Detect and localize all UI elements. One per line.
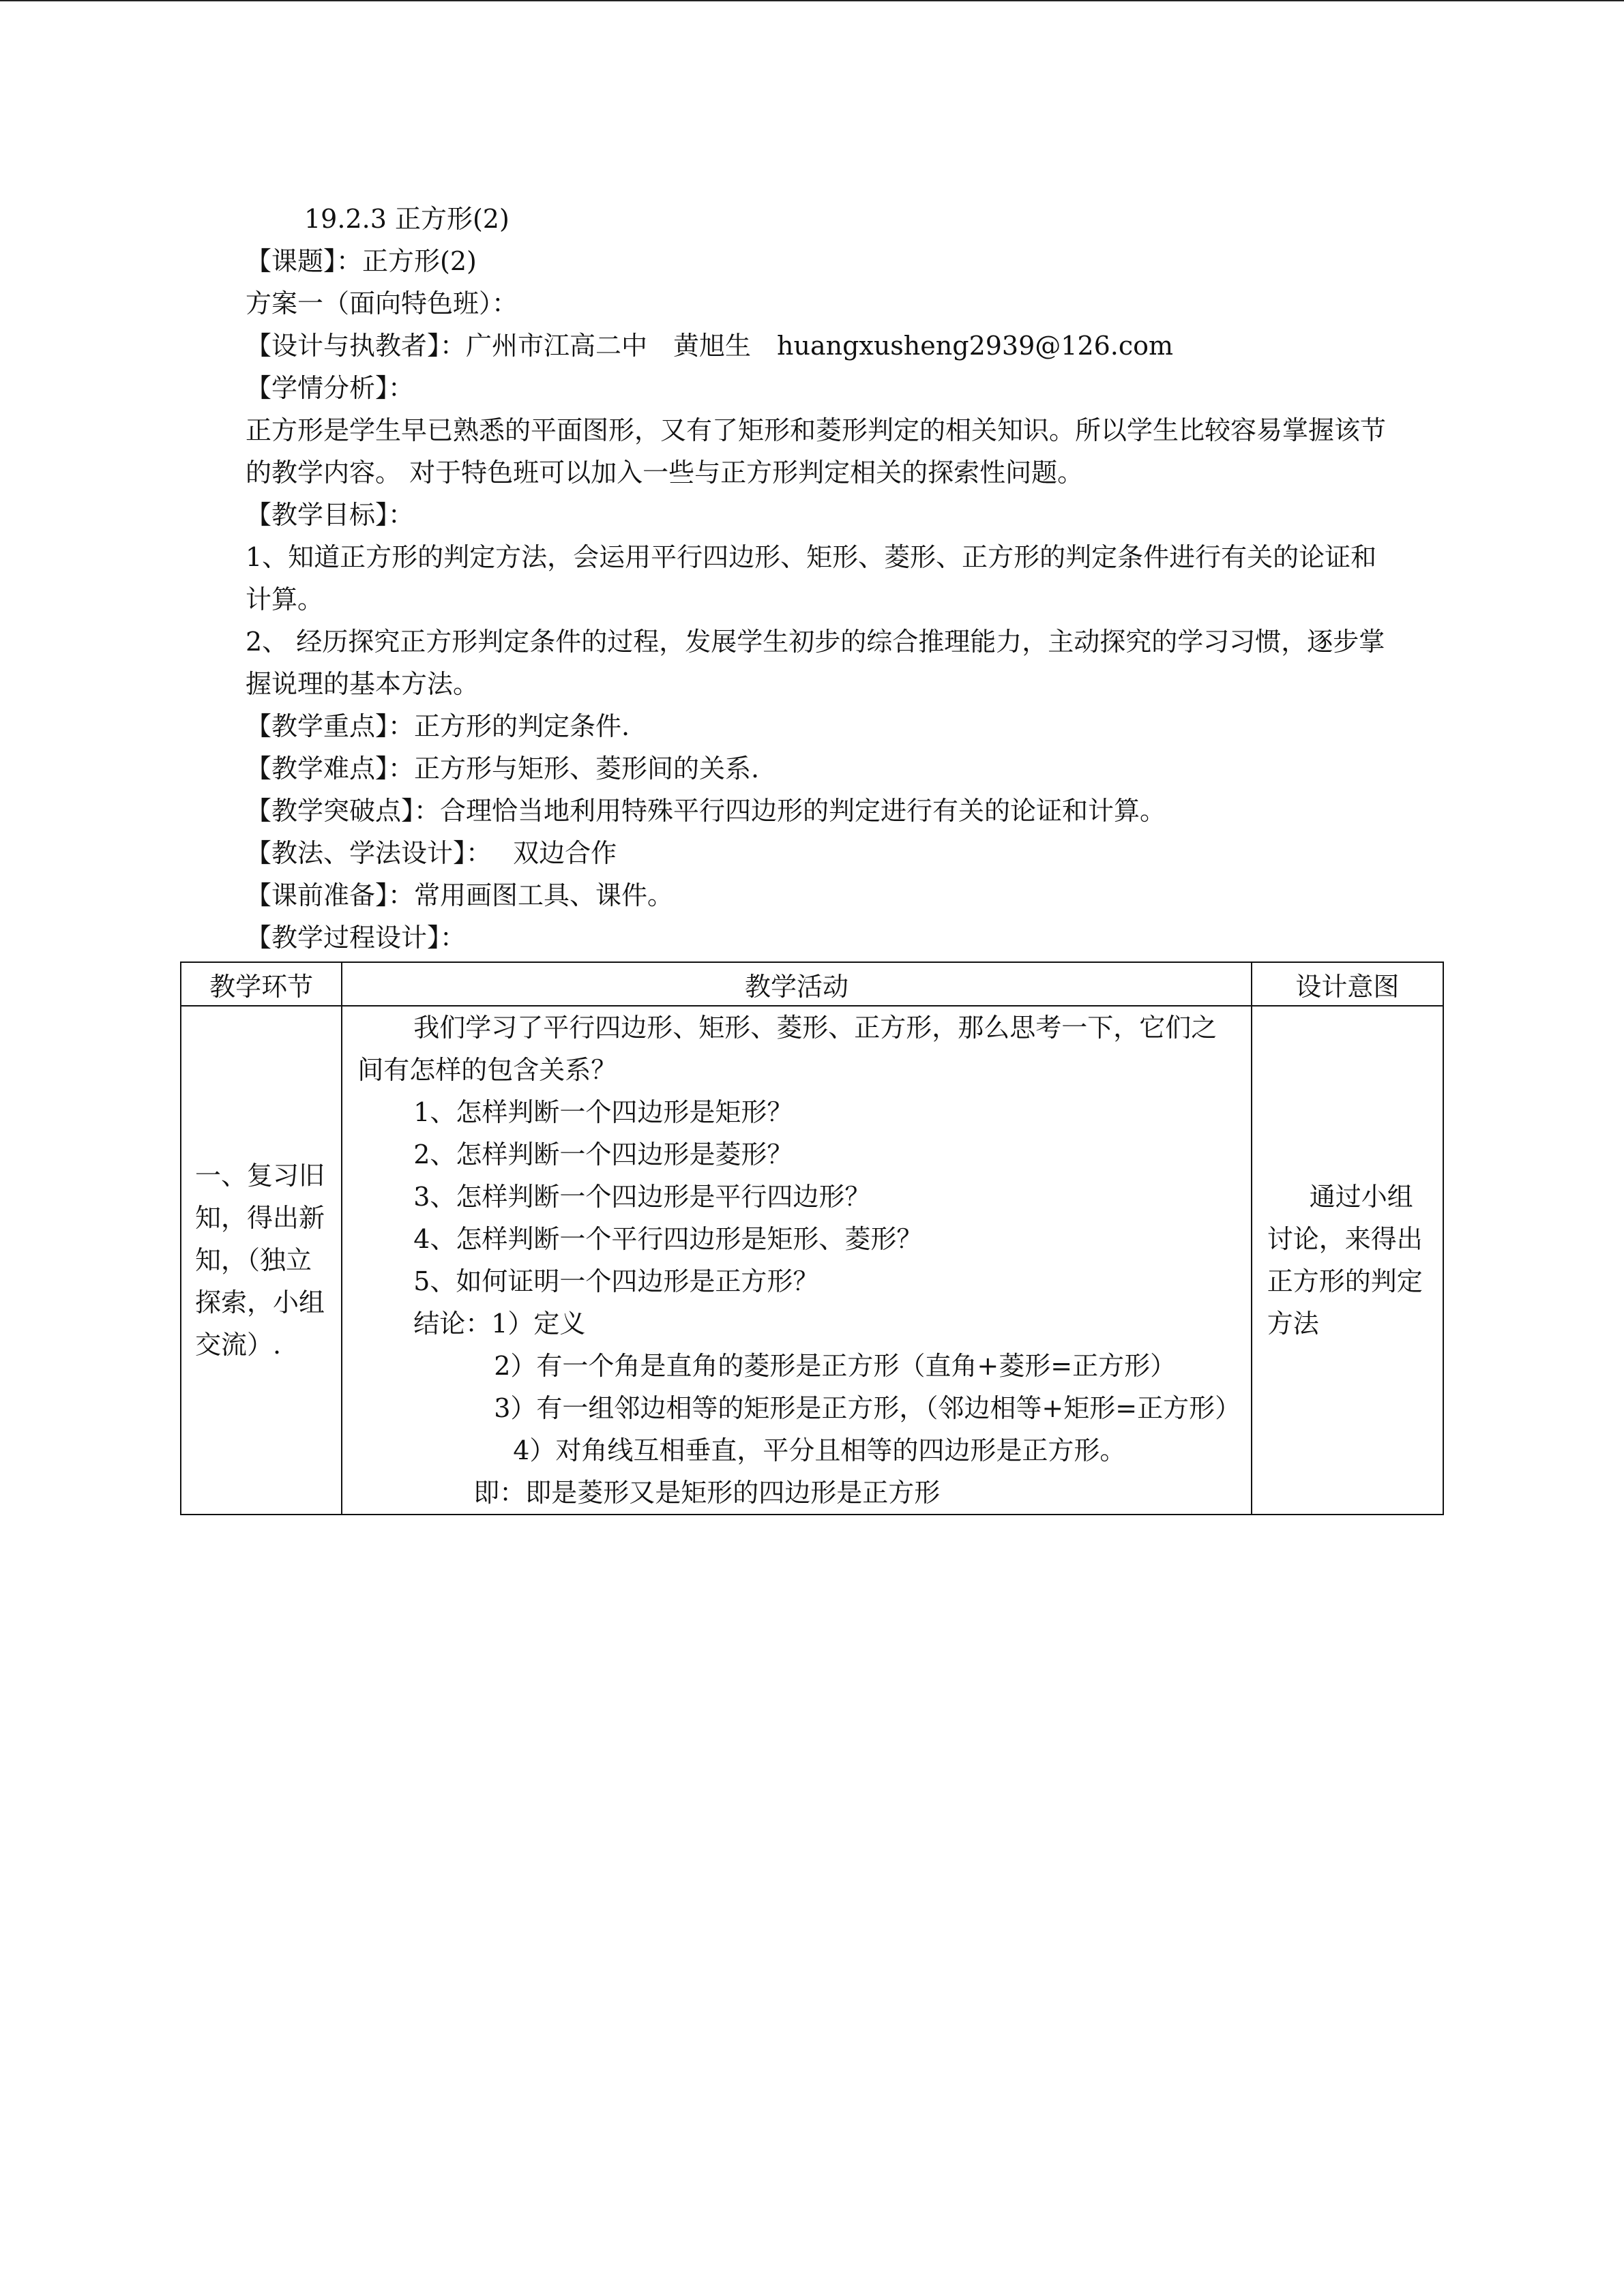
stage-cell: 一、复习旧知，得出新知，（独立探索，小组交流）. bbox=[181, 1006, 342, 1515]
conclusion-1: 结论：1）定义 bbox=[413, 1309, 586, 1339]
designer-line: 【设计与执教者】：广州市江高二中 黄旭生 huangxusheng2939@126.com bbox=[246, 331, 1174, 361]
activity-question-1: 1、怎样判断一个四边形是矩形？ bbox=[413, 1097, 793, 1127]
goals-heading: 【教学目标】： bbox=[246, 500, 415, 530]
activity-summary: 即：即是菱形又是矩形的四边形是正方形 bbox=[473, 1478, 941, 1508]
activity-cell bbox=[342, 1006, 1251, 1515]
conclusion-4: 4）对角线互相垂直，平分且相等的四边形是正方形。 bbox=[513, 1435, 1126, 1465]
document-body bbox=[246, 198, 1391, 959]
difficulty-line: 【教学难点】：正方形与矩形、菱形间的关系. bbox=[246, 754, 760, 784]
intent-cell bbox=[1252, 1006, 1443, 1515]
table-row bbox=[181, 1006, 1443, 1515]
method-line: 【教法、学法设计】： 双边合作 bbox=[246, 838, 617, 868]
lesson-process-table bbox=[180, 961, 1444, 1515]
conclusion-2: 2）有一个角是直角的菱形是正方形（直角+菱形=正方形） bbox=[494, 1351, 1177, 1381]
activity-question-2: 2、怎样判断一个四边形是菱形？ bbox=[413, 1139, 793, 1169]
analysis-paragraph: 正方形是学生早已熟悉的平面图形，又有了矩形和菱形判定的相关知识。所以学生比较容易掌握该节的教学内容。 对于特色班可以加入一些与正方形判定相关的探索性问题。 bbox=[246, 415, 1387, 488]
conclusion-3: 3）有一组邻边相等的矩形是正方形，（邻边相等+矩形=正方形） bbox=[494, 1393, 1241, 1423]
activity-intro: 我们学习了平行四边形、矩形、菱形、正方形，那么思考一下，它们之间有怎样的包含关系？ bbox=[357, 1013, 1217, 1085]
analysis-heading: 【学情分析】： bbox=[246, 373, 415, 403]
page-top-border bbox=[0, 0, 1624, 1]
goal-item-1: 1、知道正方形的判定方法，会运用平行四边形、矩形、菱形、正方形的判定条件进行有关的论证和计算。 bbox=[246, 542, 1377, 614]
plan-line: 方案一（面向特色班）： bbox=[246, 288, 518, 318]
activity-question-4: 4、怎样判断一个平行四边形是矩形、菱形？ bbox=[413, 1224, 923, 1254]
activity-question-3: 3、怎样判断一个四边形是平行四边形？ bbox=[413, 1182, 871, 1212]
breakthrough-line: 【教学突破点】：合理恰当地利用特殊平行四边形的判定进行有关的论证和计算。 bbox=[246, 796, 1166, 826]
table-header-row bbox=[181, 962, 1443, 1006]
section-title: 19.2.3 正方形(2) bbox=[304, 204, 510, 234]
activity-question-5: 5、如何证明一个四边形是正方形？ bbox=[413, 1266, 819, 1296]
topic-line: 【课题】：正方形(2) bbox=[246, 246, 477, 276]
intent-text: 通过小组讨论，来得出正方形的判定方法 bbox=[1267, 1182, 1423, 1339]
preparation-line: 【课前准备】：常用画图工具、课件。 bbox=[246, 880, 674, 910]
header-stage: 教学环节 bbox=[181, 962, 342, 1006]
header-intent: 设计意图 bbox=[1252, 962, 1443, 1006]
lesson-process-table-wrapper bbox=[180, 961, 1444, 1515]
process-heading: 【教学过程设计】： bbox=[246, 923, 467, 953]
goal-item-2: 2、 经历探究正方形判定条件的过程，发展学生初步的综合推理能力，主动探究的学习习惯，逐步掌握说理的基本方法。 bbox=[246, 627, 1385, 699]
key-point-line: 【教学重点】：正方形的判定条件. bbox=[246, 711, 630, 741]
header-activity: 教学活动 bbox=[342, 962, 1251, 1006]
